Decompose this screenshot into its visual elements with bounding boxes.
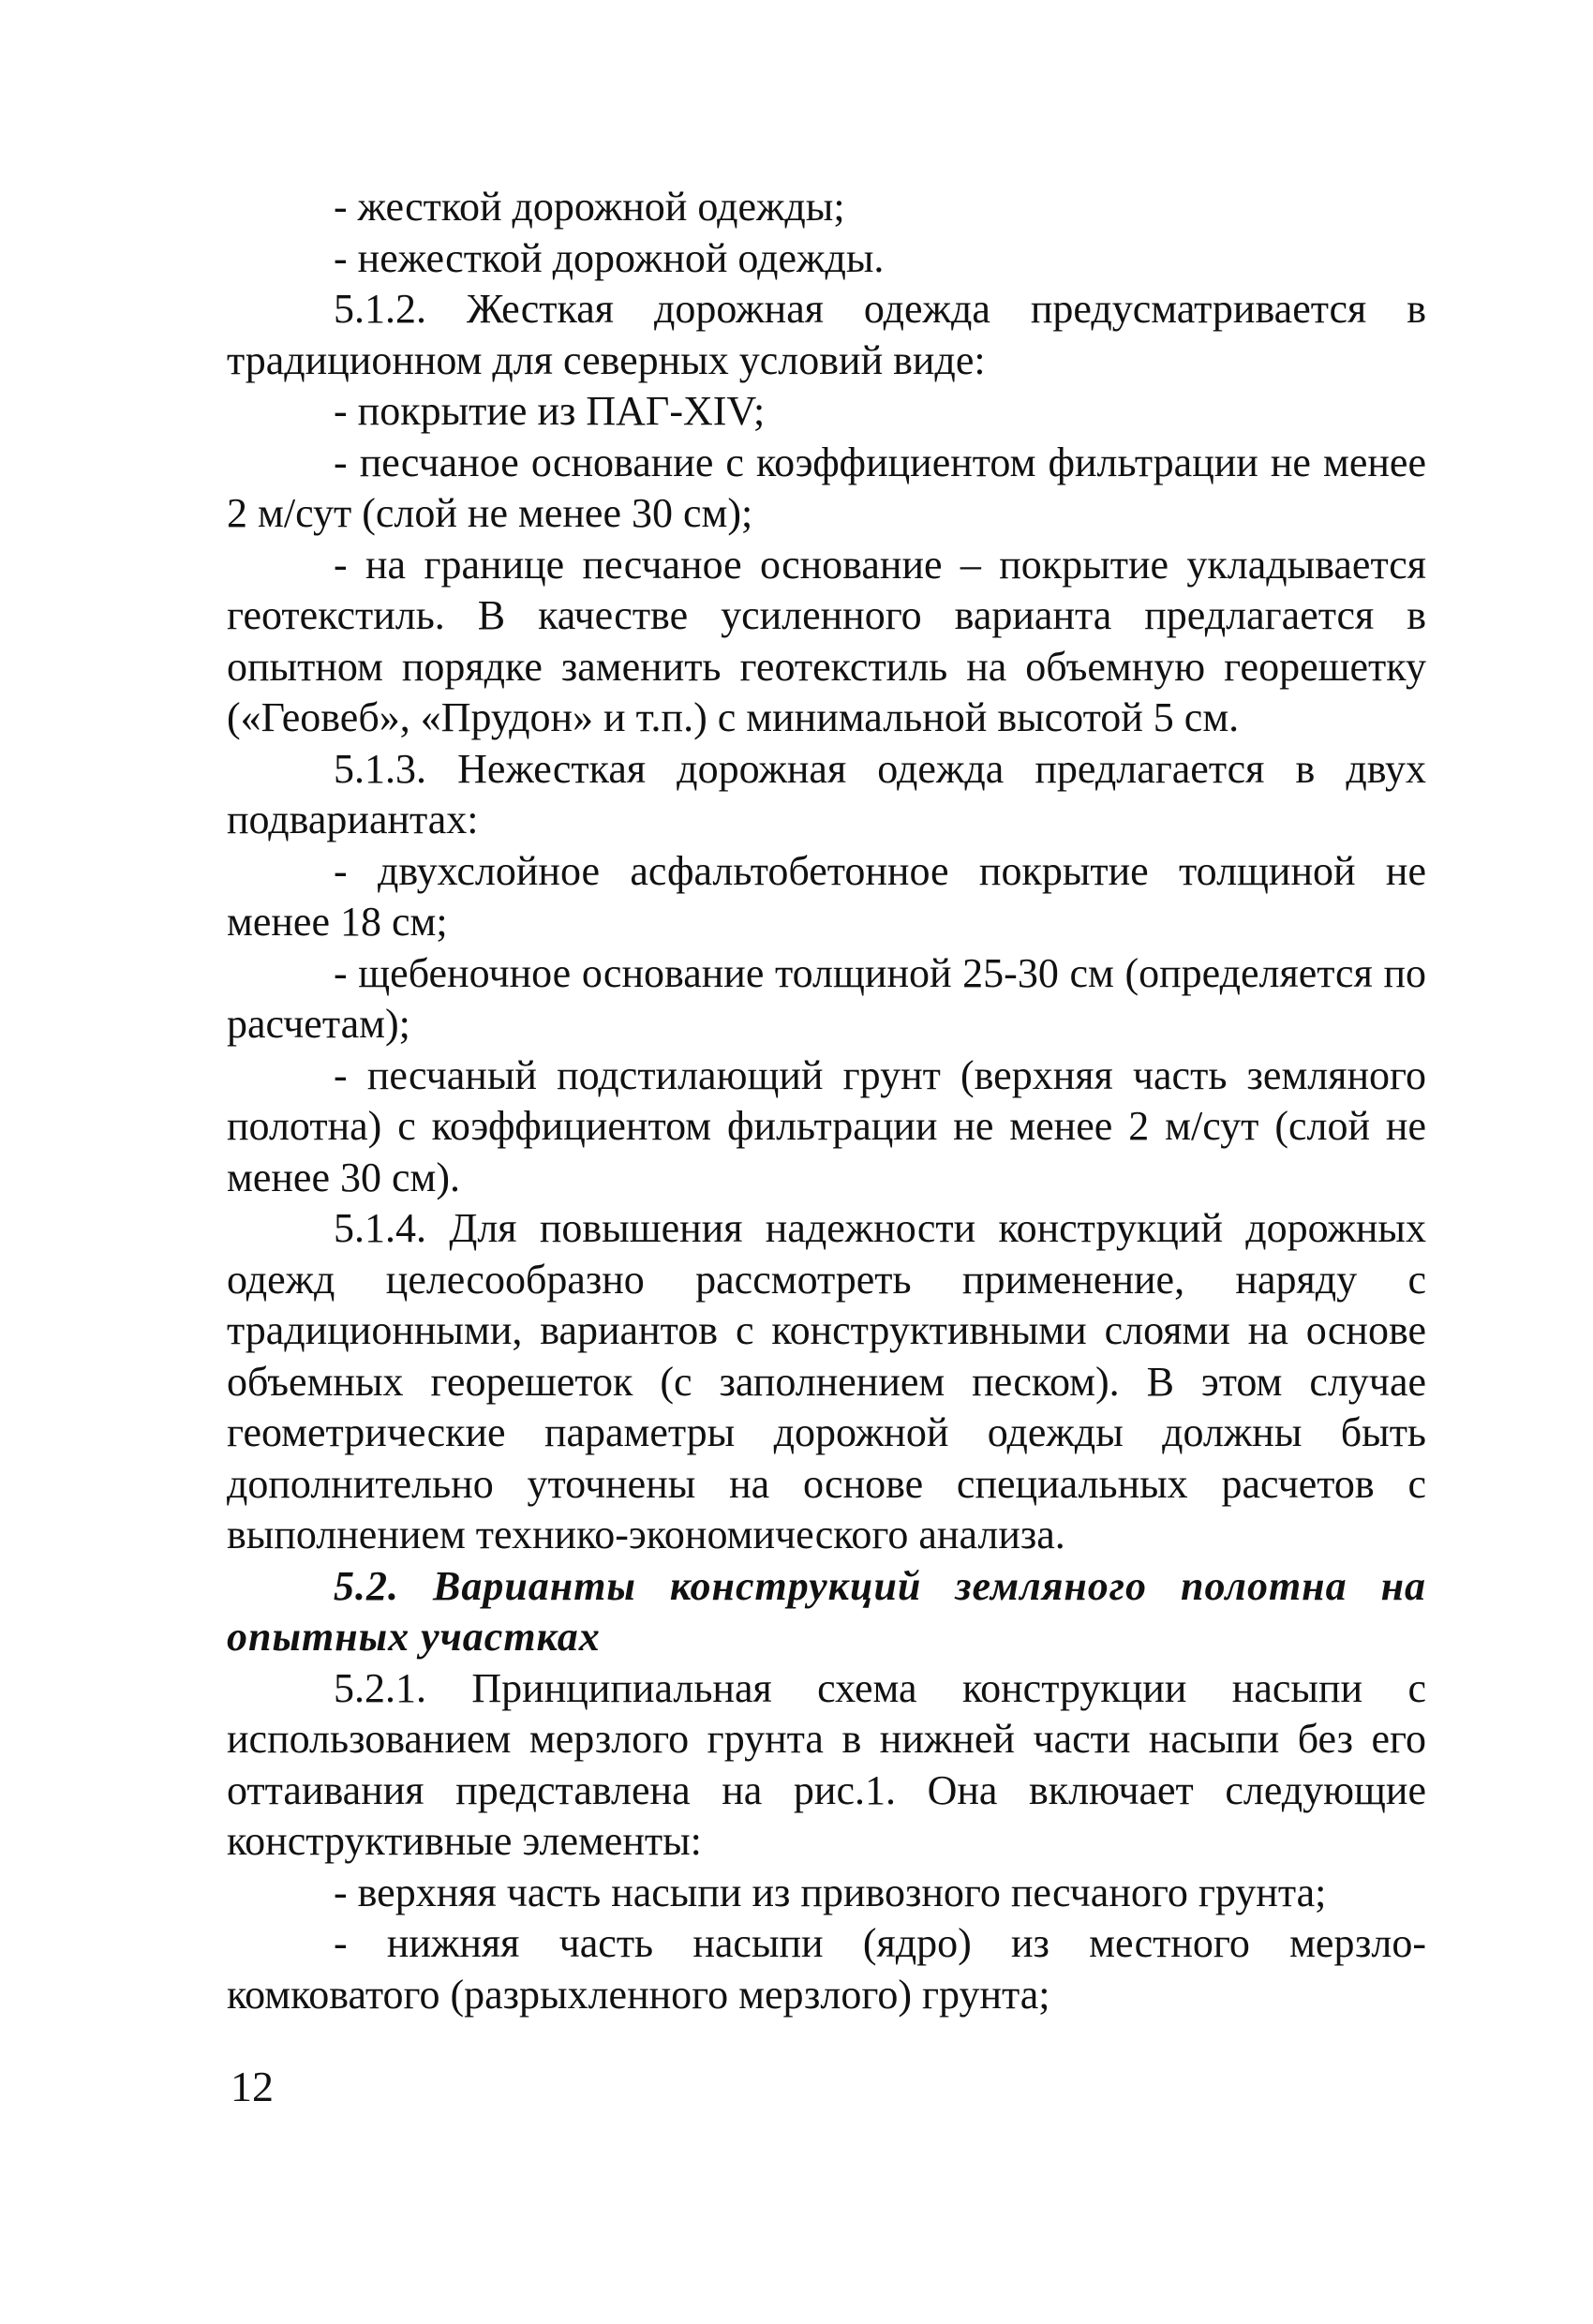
- list-item: - нежесткой дорожной одежды.: [334, 234, 885, 281]
- list-item: - нижняя часть насыпи (ядро) из местного мерзло-комковатого (разрыхленного мерзлого) грунта;: [227, 1920, 1426, 2018]
- list-item: - щебеночное основание толщиной 25-30 см (определяется по расчетам);: [227, 949, 1426, 1047]
- list-item: - на границе песчаное основание – покрытие укладывается геотекстиль. В качестве усиленного варианта предлагается в опытном порядке заменить геотекстиль на объемную георешетку («Геовеб», «Прудон» и т.п.) с минимальной высотой 5 см.: [227, 541, 1426, 740]
- paragraph-5-1-4: 5.1.4. Для повышения надежности конструкций дорожных одежд целесообразно рассмотреть применение, наряду с традиционными, вариантов с конструктивными слоями на основе объемных георешеток (с заполнением песком). В этом случае геометрические параметры дорожной одежды должны быть дополнительно уточнены на основе специальных расчетов с выполнением технико-экономического анализа.: [227, 1205, 1426, 1557]
- list-item: - жесткой дорожной одежды;: [334, 184, 845, 230]
- section-heading-5-2: 5.2. Варианты конструкций земляного полотна на опытных участках: [227, 1562, 1426, 1660]
- list-item: - верхняя часть насыпи из привозного песчаного грунта;: [334, 1869, 1327, 1915]
- list-item: - песчаное основание с коэффициентом фильтрации не менее 2 м/сут (слой не менее 30 см);: [227, 439, 1426, 536]
- list-item: - песчаный подстилающий грунт (верхняя часть земляного полотна) с коэффициентом фильтрации не менее 2 м/сут (слой не менее 30 см).: [227, 1051, 1426, 1200]
- paragraph-5-1-3: 5.1.3. Нежесткая дорожная одежда предлагается в двух подвариантах:: [227, 745, 1426, 842]
- body-text: [227, 182, 1426, 2020]
- page-number: 12: [231, 2063, 274, 2110]
- list-item: - покрытие из ПАГ-XIV;: [334, 388, 766, 434]
- paragraph-5-2-1: 5.2.1. Принципиальная схема конструкции насыпи с использованием мерзлого грунта в нижней части насыпи без его оттаивания представлена на рис.1. Она включает следующие конструктивные элементы:: [227, 1664, 1426, 1864]
- list-item: - двухслойное асфальтобетонное покрытие толщиной не менее 18 см;: [227, 847, 1426, 945]
- paragraph-5-1-2: 5.1.2. Жесткая дорожная одежда предусматривается в традиционном для северных условий виде:: [227, 286, 1426, 383]
